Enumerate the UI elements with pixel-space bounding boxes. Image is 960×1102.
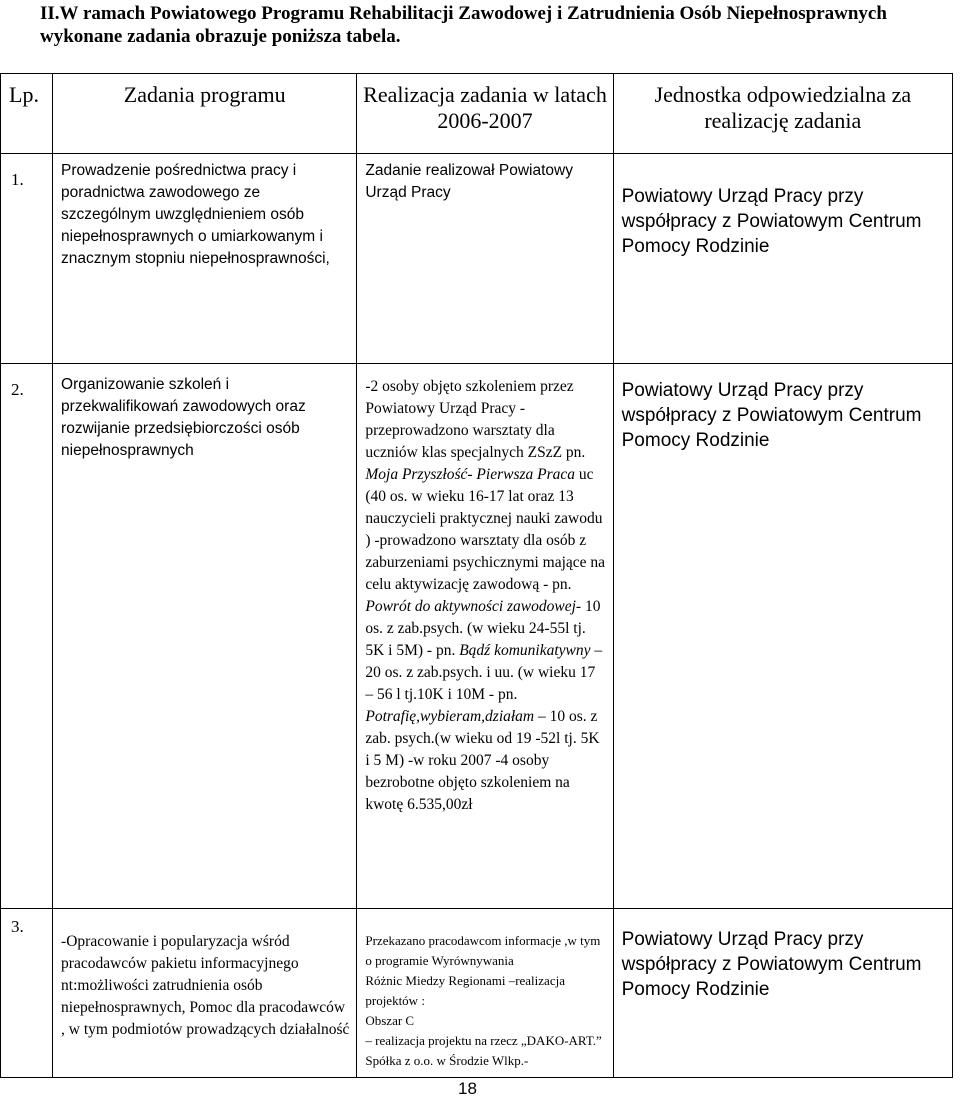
- section-heading: II.W ramach Powiatowego Programu Rehabilitacji Zawodowej i Zatrudnienia Osób Niepełnosprawnych wykonane zadania obrazuje poniższa tabela.: [40, 3, 887, 47]
- header-task: Zadania programu: [53, 74, 357, 154]
- row-number: 1.: [1, 154, 53, 364]
- realization-line: Różnic Miedzy Regionami –realizacja projektów :: [365, 973, 565, 1008]
- table-header-row: [1, 74, 953, 154]
- realization-text: – 10 os. z zab. psych.(w wieku od 19 -52l tj. 5K i 5 M) -w roku 2007 -4 osoby bezrobotne objęto szkoleniem na kwotę 6.535,00zł: [365, 708, 600, 813]
- realization-line: Przekazano pracodawcom informacje ,w tym o programie Wyrównywania: [365, 933, 601, 968]
- row-realization: Zadanie realizował Powiatowy Urząd Pracy: [357, 154, 613, 364]
- table-row: [1, 364, 953, 909]
- workshop-title: Moja Przyszłość- Pierwsza Praca: [365, 466, 576, 483]
- realization-text: -2 osoby objęto szkoleniem przez Powiatowy Urząd Pracy -przeprowadzono warsztaty dla uczniów klas specjalnych ZSzZ pn.: [365, 378, 586, 461]
- header-unit: Jednostka odpowiedzialna za realizację zadania: [613, 74, 952, 154]
- table-row: [1, 154, 953, 364]
- page-number: 18: [458, 1079, 477, 1098]
- realization-text: uc (40 os. w wieku 16-17 lat oraz 13 nauczycieli praktycznej nauki zawodu ) -prowadzono warsztaty dla osób z zaburzeniami psychicznymi mające na celu aktywizację zawodową - pn.: [365, 466, 606, 593]
- row-realization: [357, 909, 613, 1078]
- header-lp: Lp.: [1, 74, 53, 154]
- row-unit: Powiatowy Urząd Pracy przy współpracy z Powiatowym Centrum Pomocy Rodzinie: [613, 154, 952, 364]
- workshop-title: Potrafię,wybieram,działam: [365, 708, 535, 725]
- row-task: -Opracowanie i popularyzacja wśród pracodawców pakietu informacyjnego nt:możliwości zatrudnienia osób niepełnosprawnych, Pomoc dla pracodawców , w tym podmiotów prowadzących działalność: [53, 909, 357, 1078]
- workshop-title: Bądź komunikatywny: [459, 642, 591, 659]
- tasks-table: [0, 73, 953, 1078]
- row-number: 2.: [1, 364, 53, 909]
- table-row: [1, 909, 953, 1078]
- workshop-title: Powrót do aktywności zawodowej: [365, 598, 576, 615]
- row-task: Organizowanie szkoleń i przekwalifikowań zawodowych oraz rozwijanie przedsiębiorczości osób niepełnosprawnych: [53, 364, 357, 909]
- row-realization: [357, 364, 613, 909]
- row-unit: Powiatowy Urząd Pracy przy współpracy z Powiatowym Centrum Pomocy Rodzinie: [613, 909, 952, 1078]
- realization-text: - 10 os. z zab.psych. (w wieku 24-55l tj. 5K i 5M) - pn.: [365, 598, 601, 659]
- realization-line: Obszar C: [365, 1013, 415, 1028]
- row-unit: Powiatowy Urząd Pracy przy współpracy z Powiatowym Centrum Pomocy Rodzinie: [613, 364, 952, 909]
- row-task: Prowadzenie pośrednictwa pracy i poradnictwa zawodowego ze szczególnym uwzględnieniem osób niepełnosprawnych o umiarkowanym i znacznym stopniu niepełnosprawności,: [53, 154, 357, 364]
- realization-line: – realizacja projektu na rzecz „DAKO-ART.” Spółka z o.o. w Środzie Wlkp.-: [365, 1033, 602, 1068]
- row-number: 3.: [1, 909, 53, 1078]
- realization-text: – 20 os. z zab.psych. i uu. (w wieku 17 – 56 l tj.10K i 10M - pn.: [365, 642, 603, 703]
- header-realization: Realizacja zadania w latach 2006-2007: [357, 74, 613, 154]
